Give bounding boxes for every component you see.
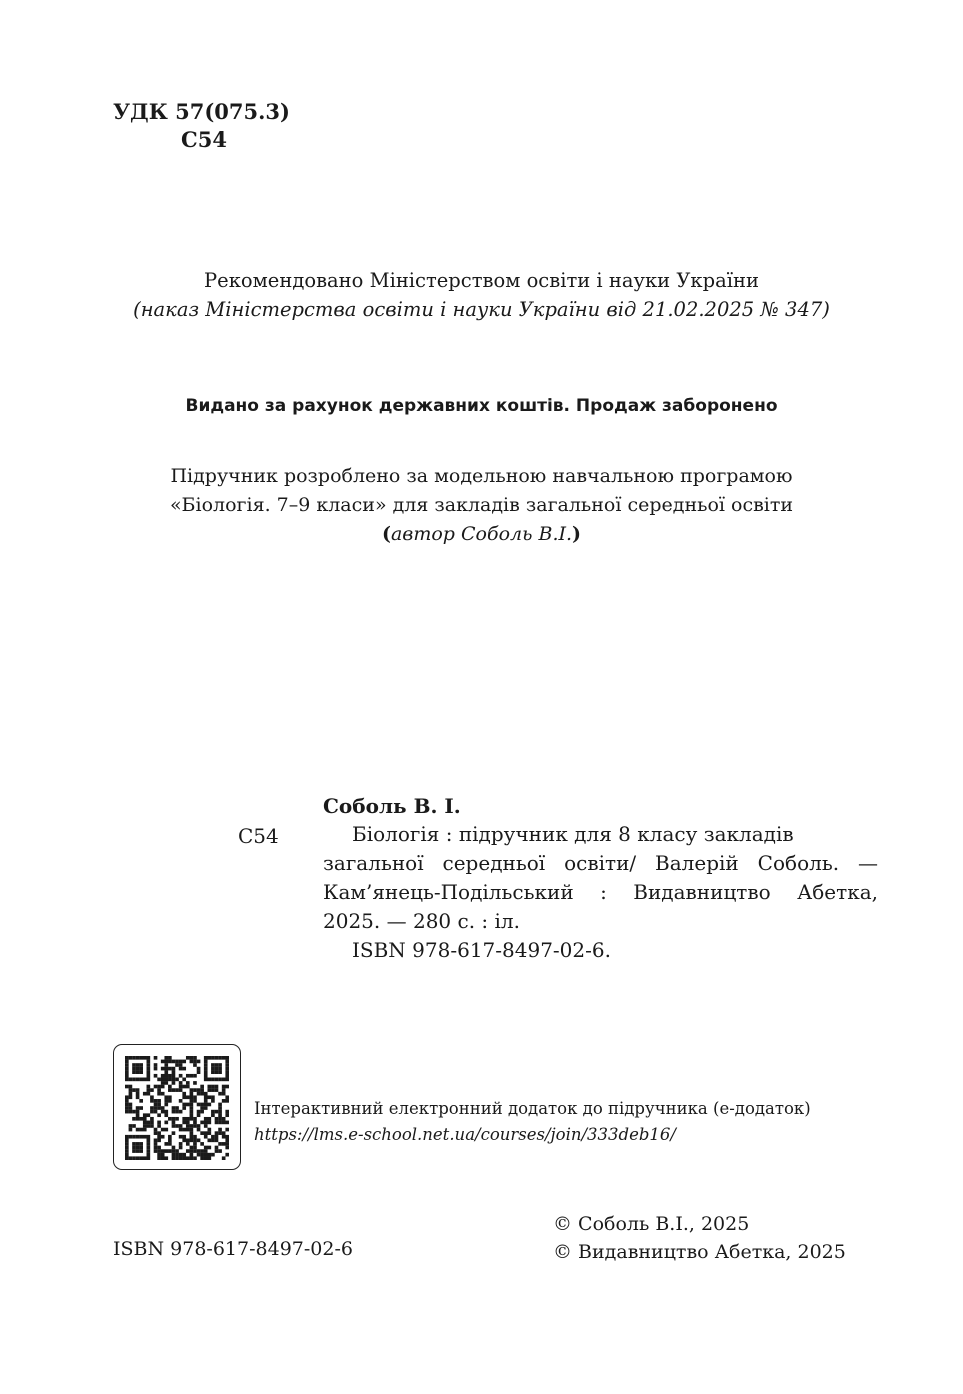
recommendation bbox=[0, 266, 963, 324]
catalog-line: 2025. — 280 с. : іл. bbox=[323, 909, 520, 933]
catalog-code: С54 bbox=[238, 824, 279, 848]
e-supplement bbox=[254, 1096, 811, 1148]
catalog-description bbox=[323, 820, 878, 965]
qr-code-frame bbox=[113, 1044, 241, 1170]
copyright-block bbox=[553, 1210, 846, 1266]
udk-label: УДК 57(075.3) bbox=[113, 99, 290, 124]
udk-block bbox=[113, 98, 290, 154]
program-line: Підручник розроблено за модельною навчальною програмою bbox=[170, 465, 793, 487]
catalog-line: Біологія : підручник для 8 класу закладів bbox=[352, 822, 794, 846]
qr-code-icon bbox=[125, 1056, 229, 1160]
catalog-author: Соболь В. І. bbox=[323, 794, 461, 818]
recommendation-line: Рекомендовано Міністерством освіти і науки України bbox=[204, 269, 759, 292]
state-funding-notice: Видано за рахунок державних коштів. Продаж заборонено bbox=[185, 396, 778, 416]
udk-code: С54 bbox=[181, 127, 227, 152]
catalog-line: Кам’янець-Подільський : Видавництво Абетка, bbox=[323, 880, 878, 904]
copyright-publisher: © Видавництво Абетка, 2025 bbox=[553, 1241, 846, 1263]
catalog-line: загальної середньої освіти/ Валерій Соболь. — bbox=[323, 851, 878, 875]
program-line: «Біологія. 7–9 класи» для закладів загальної середньої освіти bbox=[169, 494, 794, 516]
program-note bbox=[0, 462, 963, 549]
footer-isbn: ISBN 978-617-8497-02-6 bbox=[113, 1238, 353, 1260]
copyright-author: © Соболь В.І., 2025 bbox=[553, 1213, 750, 1235]
e-supplement-title: Інтерактивний електронний додаток до підручника (е-додаток) bbox=[254, 1099, 811, 1118]
recommendation-order: (наказ Міністерства освіти і науки України від 21.02.2025 № 347) bbox=[133, 298, 830, 321]
catalog-isbn: ISBN 978-617-8497-02-6. bbox=[352, 938, 611, 962]
program-author: (автор Соболь В.І.) bbox=[381, 523, 582, 545]
e-supplement-link[interactable]: https://lms.e-school.net.ua/courses/join/333deb16/ bbox=[254, 1125, 676, 1144]
